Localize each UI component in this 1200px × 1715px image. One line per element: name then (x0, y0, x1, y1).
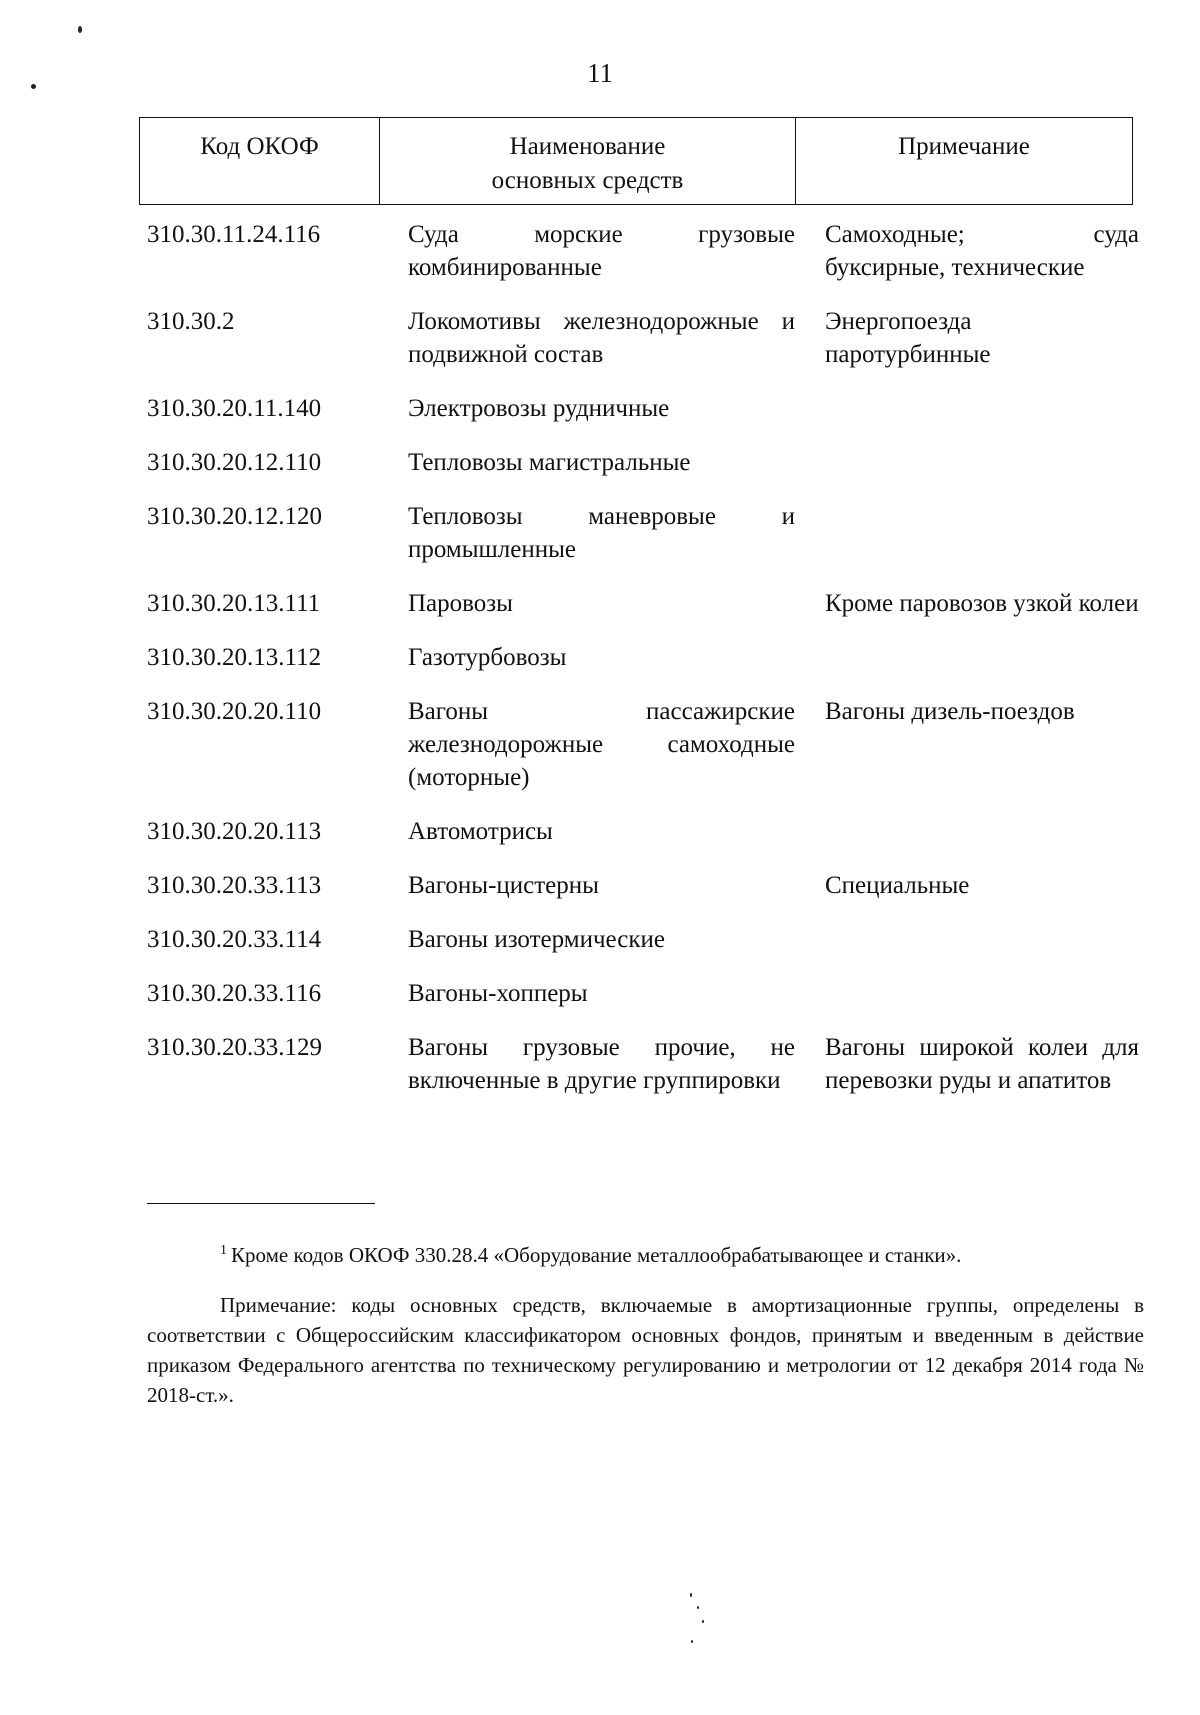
row-code: 310.30.2 (147, 308, 235, 335)
table-row (147, 641, 1131, 674)
row-code: 310.30.20.12.110 (147, 449, 322, 476)
row-note: Вагоны дизель-поездов (825, 698, 1075, 725)
row-note (825, 641, 1139, 674)
row-name: Вагоны грузовые прочие, не включенные в другие группировки (408, 1034, 795, 1094)
row-name: Суда морские грузовые комбинированные (408, 221, 795, 281)
row-name: Тепловозы маневровые и промышленные (408, 503, 795, 563)
row-code: 310.30.20.11.140 (147, 395, 322, 422)
scan-speck (690, 1593, 692, 1597)
table-row (147, 923, 1131, 956)
row-note: Энергопоезда паротурбинные (825, 308, 991, 368)
scan-speck (31, 84, 36, 89)
row-code: 310.30.20.33.129 (147, 1034, 322, 1061)
table-row (147, 218, 1139, 284)
table-header (139, 117, 1133, 205)
row-name: Вагоны-цистерны (408, 872, 599, 899)
footnote-marker: 1 (220, 1243, 227, 1258)
row-name: Паровозы (408, 590, 513, 617)
table-row (147, 305, 1131, 371)
row-code: 310.30.20.20.110 (147, 698, 322, 725)
table-row (147, 446, 1131, 479)
header-name-line1: Наименование (509, 133, 666, 160)
row-note (825, 392, 1139, 425)
table-row (147, 695, 1131, 794)
row-name: Локомотивы железнодорожные и подвижной состав (408, 308, 795, 368)
table-row (147, 815, 1131, 848)
row-code: 310.30.20.12.120 (147, 503, 322, 530)
footnote-divider (147, 1203, 375, 1204)
row-note (825, 923, 1139, 956)
page-number: 11 (587, 58, 613, 88)
row-name: Тепловозы магистральные (408, 449, 691, 476)
row-code: 310.30.11.24.116 (147, 221, 321, 248)
table-body (147, 218, 1139, 1118)
header-name (380, 118, 796, 204)
row-note (825, 815, 1139, 848)
row-code: 310.30.20.33.114 (147, 926, 322, 953)
row-name: Электровозы рудничные (408, 395, 670, 422)
row-note: Вагоны широкой колеи для перевозки руды и апатитов (825, 1034, 1139, 1094)
scan-speck (78, 26, 82, 33)
row-note: Самоходные; суда буксирные, технические (825, 221, 1139, 281)
scan-speck (697, 1606, 699, 1609)
table-row (147, 587, 1139, 620)
row-name: Вагоны-хопперы (408, 980, 588, 1007)
scan-speck (702, 1620, 704, 1623)
footnote-text: Кроме кодов ОКОФ 330.28.4 «Оборудование металлообрабатывающее и станки». (231, 1243, 962, 1267)
row-code: 310.30.20.13.111 (147, 590, 321, 617)
footnote (220, 1236, 1140, 1270)
header-code: Код ОКОФ (140, 118, 380, 204)
table-row (147, 977, 1131, 1010)
row-name: Вагоны пассажирские железнодорожные самоходные (моторные) (408, 698, 795, 791)
table-row (147, 1031, 1139, 1097)
table-row (147, 869, 1131, 902)
note-paragraph: Примечание: коды основных средств, включаемые в амортизационные группы, определены в соответствии с Общероссийским классификатором основных фондов, принятым и введенным в действие приказом Федерального агентства по техническому регулированию и метрологии от 12 декабря 2014 года № 2018-ст.». (147, 1293, 1144, 1407)
row-code: 310.30.20.33.113 (147, 872, 322, 899)
row-code: 310.30.20.33.116 (147, 980, 322, 1007)
row-note (825, 446, 1139, 479)
row-note (825, 977, 1139, 1010)
header-note: Примечание (898, 133, 1030, 160)
row-note: Кроме паровозов узкой колеи (825, 590, 1139, 617)
row-name: Вагоны изотермические (408, 926, 665, 953)
row-name: Автомотрисы (408, 818, 553, 845)
row-note: Специальные (825, 872, 970, 899)
row-note (825, 500, 1139, 566)
row-code: 310.30.20.13.112 (147, 644, 322, 671)
row-code: 310.30.20.20.113 (147, 818, 322, 845)
header-name-line2: основных средств (491, 167, 684, 194)
row-name: Газотурбовозы (408, 644, 567, 671)
table-row (147, 500, 1131, 566)
scan-speck (691, 1640, 693, 1643)
table-row (147, 392, 1131, 425)
